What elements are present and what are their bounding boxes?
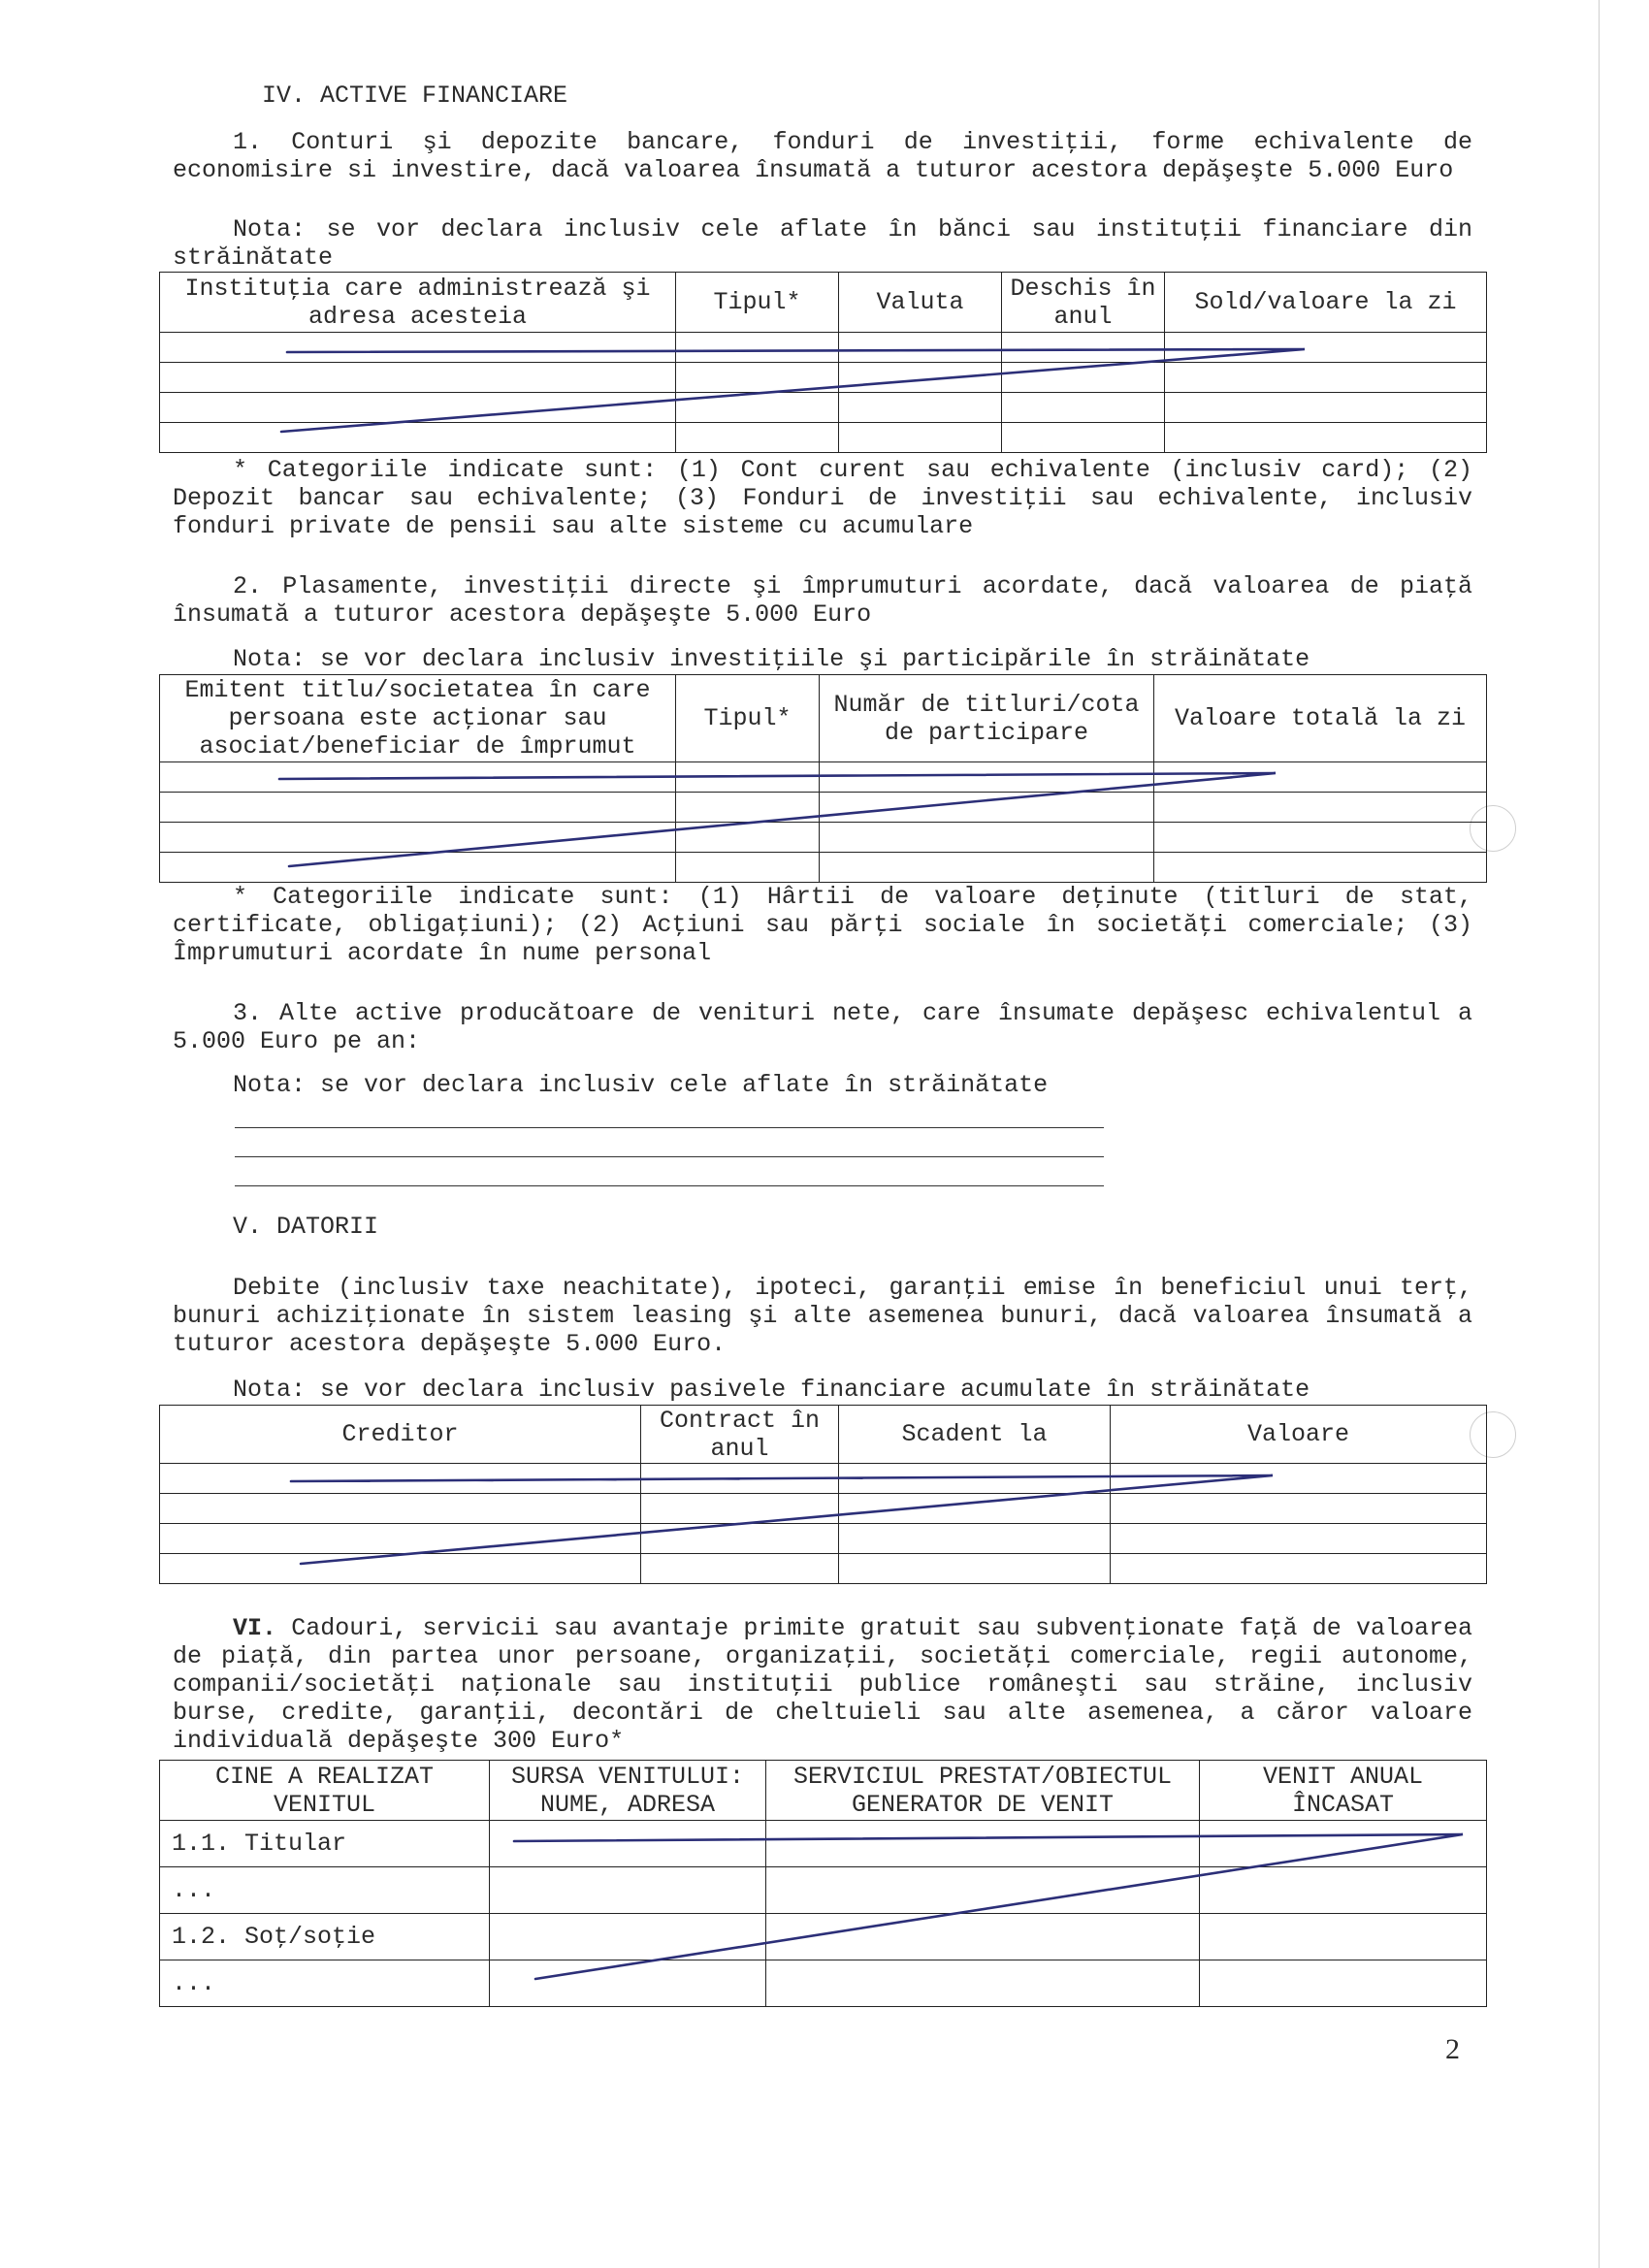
col-header-institution: Instituţia care administrează şi adresa acesteia bbox=[160, 273, 676, 333]
row-label-ellipsis: ... bbox=[160, 1960, 490, 2007]
row-label-spouse: 1.2. Soţ/soţie bbox=[160, 1914, 490, 1960]
row-label-ellipsis: ... bbox=[160, 1867, 490, 1914]
col-header-annual-income: VENIT ANUAL ÎNCASAT bbox=[1200, 1761, 1487, 1821]
table-bank-accounts bbox=[159, 272, 1487, 453]
table-row bbox=[160, 1821, 1487, 1867]
table-row bbox=[160, 333, 1487, 363]
section-heading-iv: IV. ACTIVE FINANCIARE bbox=[262, 81, 568, 110]
col-header-type: Tipul* bbox=[676, 273, 839, 333]
col-header-total-value: Valoare totală la zi bbox=[1154, 675, 1487, 762]
section-heading-vi: VI. bbox=[233, 1614, 277, 1642]
table-row bbox=[160, 423, 1487, 453]
col-header-currency: Valuta bbox=[839, 273, 1002, 333]
table-row bbox=[160, 793, 1487, 823]
blank-line bbox=[235, 1127, 1104, 1128]
table-debts bbox=[159, 1405, 1487, 1584]
col-header-value: Valoare bbox=[1111, 1406, 1487, 1464]
table-row bbox=[160, 1914, 1487, 1960]
table-row bbox=[160, 393, 1487, 423]
col-header-contract-year: Contract în anul bbox=[641, 1406, 839, 1464]
paragraph-debts: Debite (inclusiv taxe neachitate), ipoteci, garanţii emise în beneficiul unui terţ, bunuri achiziţionate în sistem leasing şi alte asemenea bunuri, dacă valoarea însumată a tuturor acestora depăşeşte 5.000 Euro. bbox=[173, 1274, 1472, 1358]
table-row bbox=[160, 1867, 1487, 1914]
col-header-service: SERVICIUL PRESTAT/OBIECTUL GENERATOR DE VENIT bbox=[766, 1761, 1200, 1821]
note-1: Nota: se vor declara inclusiv cele aflate în bănci sau instituţii financiare din străinătate bbox=[173, 215, 1472, 272]
col-header-share-count: Număr de titluri/cota de participare bbox=[820, 675, 1154, 762]
table-gifts bbox=[159, 1760, 1487, 2007]
blank-line bbox=[235, 1185, 1104, 1186]
blank-line bbox=[235, 1156, 1104, 1157]
paragraph-2-investments: 2. Plasamente, investiţii directe şi împrumuturi acordate, dacă valoarea de piaţă însumată a tuturor acestora depăşeşte 5.000 Euro bbox=[173, 572, 1472, 629]
section-heading-v: V. DATORII bbox=[233, 1213, 379, 1241]
note-3: Nota: se vor declara inclusiv cele aflate în străinătate bbox=[233, 1071, 1049, 1099]
col-header-issuer: Emitent titlu/societatea în care persoana este acţionar sau asociat/beneficiar de împrumut bbox=[160, 675, 676, 762]
col-header-opened-year: Deschis în anul bbox=[1002, 273, 1165, 333]
table-row bbox=[160, 1464, 1487, 1494]
table-row bbox=[160, 1524, 1487, 1554]
table-row bbox=[160, 762, 1487, 793]
col-header-who: CINE A REALIZAT VENITUL bbox=[160, 1761, 490, 1821]
table-row bbox=[160, 853, 1487, 883]
page-number: 2 bbox=[1445, 2033, 1460, 2065]
col-header-type: Tipul* bbox=[676, 675, 820, 762]
col-header-source: SURSA VENITULUI: NUME, ADRESA bbox=[490, 1761, 766, 1821]
footnote-account-categories: * Categoriile indicate sunt: (1) Cont curent sau echivalente (inclusiv card); (2) Depozit bancar sau echivalente; (3) Fonduri de investiţii sau echivalente, inclusiv fonduri private de pensii sau alte sisteme cu acumulare bbox=[173, 456, 1472, 540]
table-row bbox=[160, 363, 1487, 393]
paragraph-3-other-assets: 3. Alte active producătoare de venituri nete, care însumate depăşesc echivalentul a 5.000 Euro pe an: bbox=[173, 999, 1472, 1055]
paragraph-1-accounts: 1. Conturi şi depozite bancare, fonduri de investiţii, forme echivalente de economisire si investire, dacă valoarea însumată a tuturor acestora depăşeşte 5.000 Euro bbox=[173, 128, 1472, 184]
table-investments bbox=[159, 674, 1487, 883]
row-label-holder: 1.1. Titular bbox=[160, 1821, 490, 1867]
page-edge-line bbox=[1599, 0, 1600, 2268]
paragraph-gifts bbox=[173, 1614, 1472, 1755]
note-2: Nota: se vor declara inclusiv investiţiile şi participările în străinătate bbox=[233, 645, 1310, 673]
table-row bbox=[160, 823, 1487, 853]
table-row bbox=[160, 1554, 1487, 1584]
footnote-investment-categories: * Categoriile indicate sunt: (1) Hârtii de valoare deţinute (titluri de stat, certificate, obligaţiuni); (2) Acţiuni sau părţi sociale în societăţi comerciale; (3) Împrumuturi acordate în nume personal bbox=[173, 883, 1472, 967]
col-header-balance: Sold/valoare la zi bbox=[1165, 273, 1487, 333]
table-row bbox=[160, 1494, 1487, 1524]
note-debts: Nota: se vor declara inclusiv pasivele financiare acumulate în străinătate bbox=[233, 1376, 1310, 1404]
col-header-creditor: Creditor bbox=[160, 1406, 641, 1464]
paragraph-gifts-text: Cadouri, servicii sau avantaje primite gratuit sau subvenţionate faţă de valoarea de piaţă, din partea unor persoane, organizaţii, societăţi comerciale, regii autonome, companii/societăţi naţionale sau instituţii publice româneşti sau străine, inclusiv burse, credite, garanţii, decontări de cheltuieli sau alte asemenea, a căror valoare individuală depăşeşte 300 Euro* bbox=[173, 1614, 1472, 1755]
table-row bbox=[160, 1960, 1487, 2007]
col-header-due-date: Scadent la bbox=[839, 1406, 1111, 1464]
